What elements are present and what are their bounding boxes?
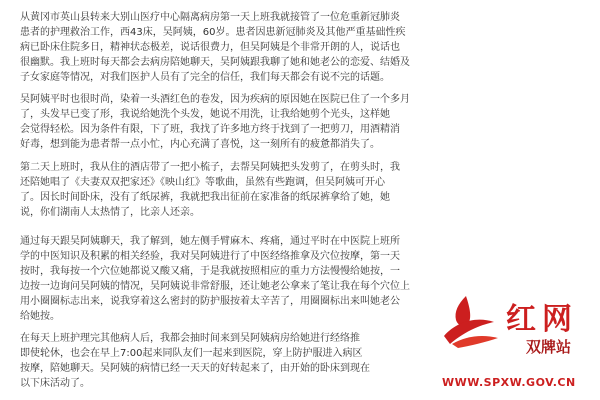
text-line: 边按一边询问吴阿姨的情况，吴阿姨说非常舒服，还让她老公拿来了笔让我在每个穴位上	[20, 281, 410, 292]
text-line: 学的中医知识及积累的相关经验，我对吴阿姨进行了中医经络推拿及穴位按摩，第一天	[20, 251, 400, 262]
text-line: 说，你们湖南人太热情了，比亲人还亲。	[20, 207, 200, 218]
text-line: 以下床活动了。	[20, 378, 90, 389]
watermark-title: 红网	[506, 302, 578, 337]
watermark-subtitle: 双牌站	[526, 338, 572, 356]
text-line: 了。因长时间卧床，没有了纸尿裤，我就把我出征前在家准备的纸尿裤拿给了她，她	[20, 192, 390, 203]
text-line: 患者的护理救治工作，西43床，吴阿姨，60岁。患者因患新冠肺炎及其他严重基础性疾	[20, 27, 406, 38]
text-line: 即使轮休，也会在早上7:00起来同队友们一起来到医院，穿上防护服进入病区	[20, 348, 363, 359]
text-line: 吴阿姨平时也很时尚，染着一头酒红色的卷发，因为疾病的原因她在医院已住了一个多月	[20, 94, 410, 105]
text-line: 从黄冈市英山县转来大别山医疗中心隔离病房第一天上班我就接管了一位危重新冠肺炎	[20, 12, 400, 23]
text-line: 好毒，想到能为患者帮一点小忙，内心充满了喜悦，这一刻所有的疲惫都消失了。	[20, 139, 380, 150]
text-line: 了，头发早已变了形，我说给她洗个头发，她说不用洗，让我给她剪个光头，这样她	[20, 109, 390, 120]
watermark	[434, 290, 594, 398]
paragraph-3	[20, 160, 580, 220]
text-line: 第二天上班时，我从住的酒店带了一把小梳子，去帮吴阿姨把头发剪了，在剪头时，我	[20, 162, 400, 173]
text-line: 通过每天跟吴阿姨聊天，我了解到，她左侧手臂麻木、疼痛，通过平时在中医院上班所	[20, 236, 400, 247]
text-line: 用小圈圈标志出来，说我穿着这么密封的防护服按着太辛苦了，用圈圈标出来叫她老公	[20, 296, 400, 307]
text-line: 子女家庭等情况，对我们医护人员有了完全的信任，我们每天都会有说不完的话题。	[20, 72, 390, 83]
text-line: 很幽默。我上班时每天都会去病房陪她聊天，吴阿姨跟我聊了她和她老公的恋爱、结婚及	[20, 57, 410, 68]
paragraph-1	[20, 10, 580, 85]
text-line: 病已卧床住院多日，精神状态极差，说话很费力，但吴阿姨是个非常开朗的人，说话也	[20, 42, 400, 53]
watermark-url: WWW.SPXW.GOV.CN	[442, 376, 576, 389]
text-line: 按摩，陪她聊天。吴阿姨的病情已经一天天的好转起来了，由开始的卧床到现在	[20, 363, 370, 374]
text-line: 在每天上班护理完其他病人后，我都会抽时间来到吴阿姨病房给她进行经络推	[20, 333, 360, 344]
text-line: 还陪她唱了《夫妻双双把家还》《映山红》等歌曲，虽然有些跑调，但吴阿姨可开心	[20, 177, 385, 188]
text-line: 按时，我每按一个穴位她都说又酸又痛，于是我就按照相应的重力方法慢慢给她按，一	[20, 266, 400, 277]
paragraph-2	[20, 92, 580, 152]
text-line: 给她按。	[20, 311, 60, 322]
red-ribbon-logo-icon	[436, 292, 508, 350]
text-line: 会觉得轻松。因为条件有限，下了班，我找了许多地方终于找到了一把剪刀，用酒精消	[20, 124, 400, 135]
